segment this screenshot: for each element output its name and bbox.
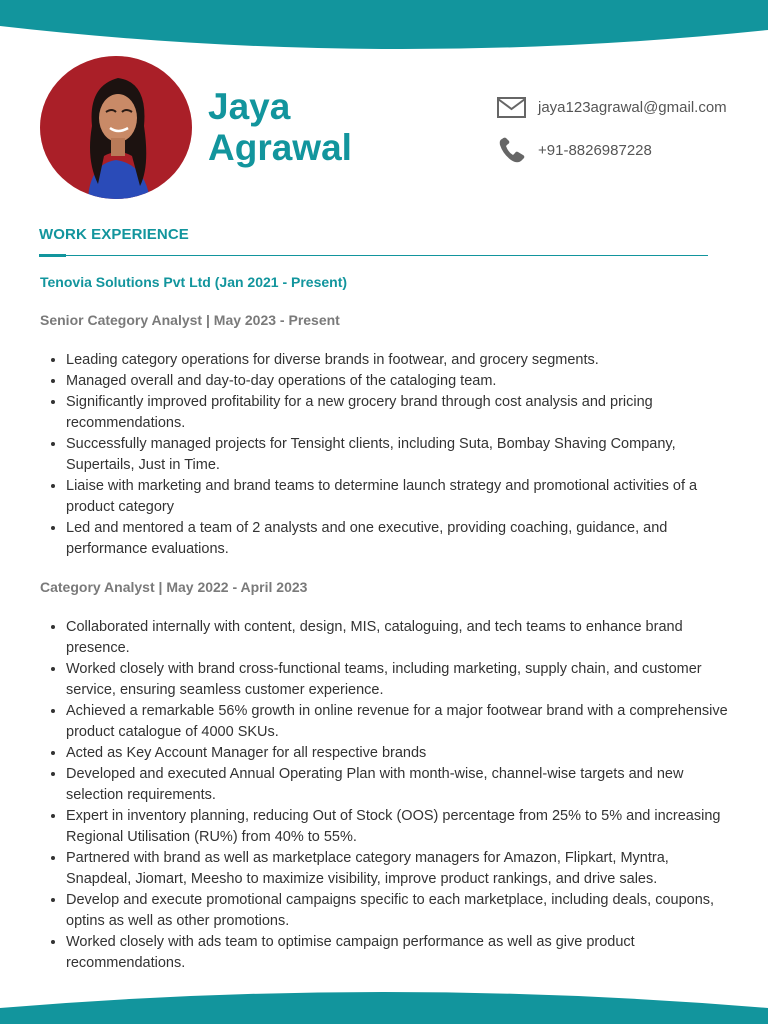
list-item: • Worked closely with ads team to optimise campaign performance as well as give product recommendations. xyxy=(66,932,736,974)
contact-email[interactable] xyxy=(496,93,727,121)
email-text[interactable]: jaya123agrawal@gmail.com xyxy=(538,98,727,116)
name-last: Agrawal xyxy=(208,127,352,168)
phone-text[interactable]: +91-8826987228 xyxy=(538,141,652,159)
role-title-analyst: Category Analyst | May 2022 - April 2023 xyxy=(40,579,308,595)
list-item: • Successfully managed projects for Tensight clients, including Suta, Bombay Shaving Company, Supertails, Just in Time. xyxy=(66,434,736,476)
envelope-icon xyxy=(496,93,528,121)
list-item: • Worked closely with brand cross-functional teams, including marketing, supply chain, and customer service, ensuring seamless customer experience. xyxy=(66,659,736,701)
list-item: • Achieved a remarkable 56% growth in online revenue for a major footwear brand with a comprehensive product catalogue of 4000 SKUs. xyxy=(66,701,736,743)
list-item: • Partnered with brand as well as marketplace category managers for Amazon, Flipkart, Myntra, Snapdeal, Jiomart, Meesho to maximize visibility, improve product rankings, and drive sales. xyxy=(66,848,736,890)
candidate-name xyxy=(208,86,352,168)
list-item: • Leading category operations for diverse brands in footwear, and grocery segments. xyxy=(66,350,736,371)
role-bullets-senior xyxy=(40,350,736,560)
role-title-senior: Senior Category Analyst | May 2023 - Present xyxy=(40,312,340,328)
list-item: • Developed and executed Annual Operating Plan with month-wise, channel-wise targets and new selection requirements. xyxy=(66,764,736,806)
contact-phone[interactable] xyxy=(496,136,652,164)
list-item: • Led and mentored a team of 2 analysts and one executive, providing coaching, guidance, and performance evaluations. xyxy=(66,518,736,560)
section-divider xyxy=(39,255,708,256)
list-item: • Liaise with marketing and brand teams to determine launch strategy and promotional activities of a product category xyxy=(66,476,736,518)
list-item: • Significantly improved profitability for a new grocery brand through cost analysis and pricing recommendations. xyxy=(66,392,736,434)
list-item: • Acted as Key Account Manager for all respective brands xyxy=(66,743,736,764)
bottom-wave-banner xyxy=(0,990,768,1024)
section-title-work-experience: WORK EXPERIENCE xyxy=(39,226,189,243)
phone-icon xyxy=(496,136,528,164)
company-heading: Tenovia Solutions Pvt Ltd (Jan 2021 - Present) xyxy=(40,274,348,290)
role-bullets-analyst xyxy=(40,617,736,974)
name-first: Jaya xyxy=(208,86,291,127)
section-divider-accent xyxy=(39,254,66,257)
list-item: • Collaborated internally with content, design, MIS, cataloguing, and tech teams to enhance brand presence. xyxy=(66,617,736,659)
list-item: • Expert in inventory planning, reducing Out of Stock (OOS) percentage from 25% to 5% and increasing Regional Utilisation (RU%) from 40% to 55%. xyxy=(66,806,736,848)
top-wave-banner xyxy=(0,0,768,52)
list-item: • Develop and execute promotional campaigns specific to each marketplace, including deals, coupons, optins as well as other promotions. xyxy=(66,890,736,932)
profile-photo xyxy=(40,56,192,199)
list-item: • Managed overall and day-to-day operations of the cataloging team. xyxy=(66,371,736,392)
